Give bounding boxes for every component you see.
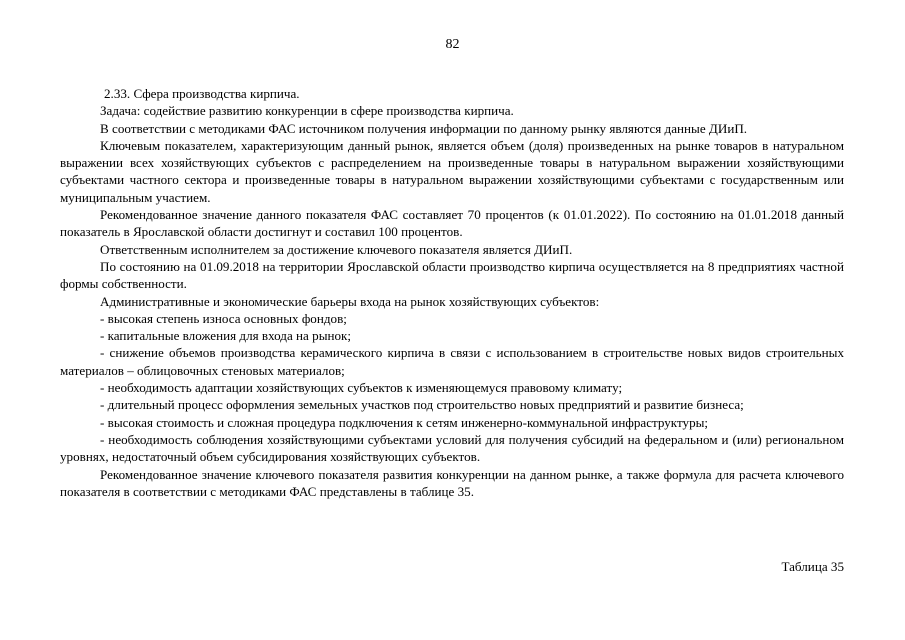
paragraph-info-source: В соответствии с методиками ФАС источником получения информации по данному рынку являются данные ДИиП. bbox=[100, 120, 748, 136]
barrier-list-item: - капитальные вложения для входа на рынок; bbox=[100, 328, 352, 344]
barrier-list-item: - высокая стоимость и сложная процедура подключения к сетям инженерно-коммунальной инфраструктуры; bbox=[100, 414, 709, 430]
paragraph-key-indicator: Ключевым показателем, характеризующим данный рынок, является объем (доля) произведенных на рынке товаров в натуральном выражении всех хозяйствующих субъектов с распределением на произведенные товары в натуральном выражении хозяйствующими субъектами частного сектора и произведенные товары в натуральном выражении хозяйствующими субъектами с государственным или муниципальным участием. bbox=[60, 137, 844, 205]
barrier-list-item: - необходимость адаптации хозяйствующих субъектов к изменяющемуся правовому климату; bbox=[100, 380, 623, 396]
barrier-list-item: - высокая степень износа основных фондов; bbox=[100, 310, 347, 326]
paragraph-barriers-intro: Административные и экономические барьеры входа на рынок хозяйствующих субъектов: bbox=[100, 293, 600, 309]
paragraph-table-reference: Рекомендованное значение ключевого показателя развития конкуренции на данном рынке, а также формула для расчета ключевого показателя в соответствии с методиками ФАС представлены в таблице 35. bbox=[60, 466, 844, 499]
paragraph-task: Задача: содействие развитию конкуренции в сфере производства кирпича. bbox=[100, 103, 514, 119]
barrier-list-item: - необходимость соблюдения хозяйствующими субъектами условий для получения субсидий на федеральном и (или) региональном уровнях, недостаточный объем субсидирования хозяйствующих субъектов. bbox=[60, 431, 844, 465]
barrier-list-item: - снижение объемов производства керамического кирпича в связи с использованием в строительстве новых видов строительных материалов – облицовочных стеновых материалов; bbox=[60, 345, 844, 378]
paragraph-recommended-value: Рекомендованное значение данного показателя ФАС составляет 70 процентов (к 01.01.2022). По состоянию на 01.01.2018 данный показатель в Ярославской области достигнут и составил 100 процентов. bbox=[60, 207, 844, 240]
barrier-list-item: - длительный процесс оформления земельных участков под строительство новых предприятий и развитие бизнеса; bbox=[100, 397, 744, 413]
paragraph-responsible: Ответственным исполнителем за достижение ключевого показателя является ДИиП. bbox=[100, 241, 573, 257]
page-number: 82 bbox=[445, 37, 460, 52]
section-heading: 2.33. Сфера производства кирпича. bbox=[104, 86, 300, 101]
table-caption: Таблица 35 bbox=[781, 559, 844, 574]
document-body bbox=[60, 85, 844, 500]
paragraph-enterprises: По состоянию на 01.09.2018 на территории Ярославской области производство кирпича осуществляется на 8 предприятиях частной формы собственности. bbox=[60, 258, 844, 292]
